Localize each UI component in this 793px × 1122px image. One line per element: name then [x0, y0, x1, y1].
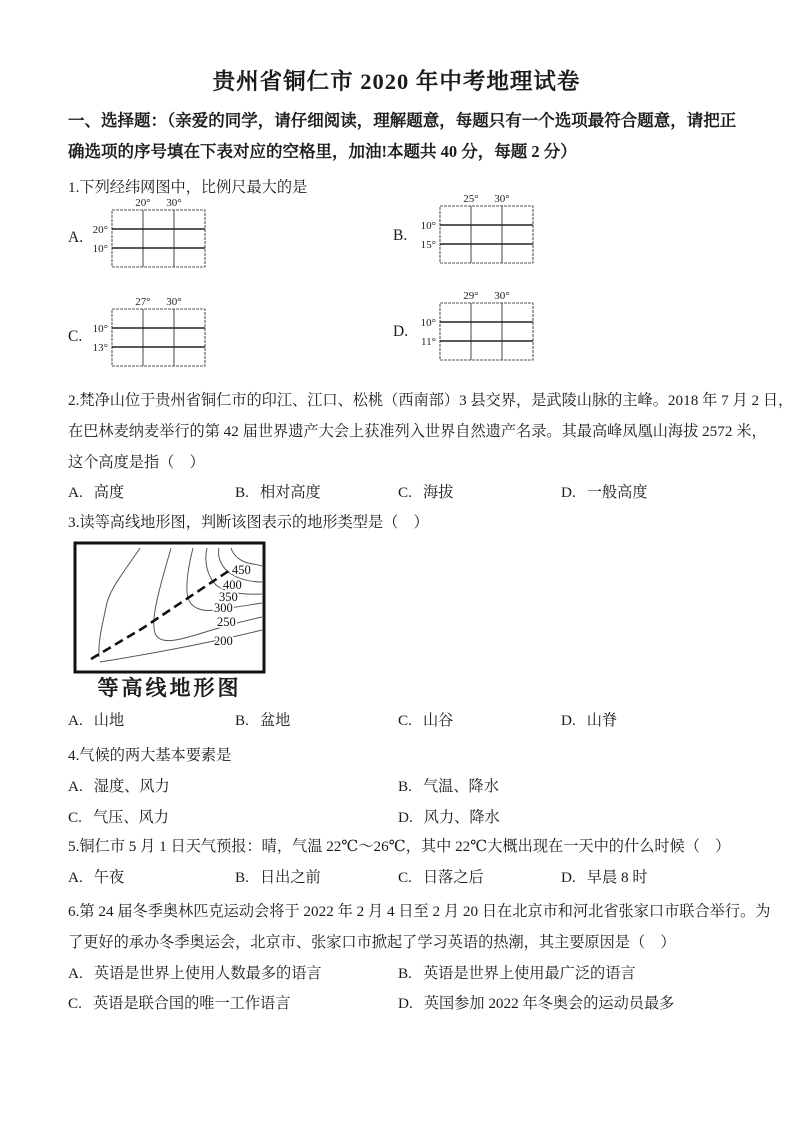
grid-option-letter: A.	[68, 229, 84, 246]
contour-elevation-label: 400	[223, 578, 242, 592]
grid-latitude-label: 20°	[92, 224, 108, 236]
grid-latitude-label: 10°	[92, 323, 108, 335]
option-q4-b	[398, 775, 499, 796]
option-text: 海拔	[422, 484, 454, 501]
question-3-text: 3.读等高线地形图，判断该图表示的地形类型是（ ）	[68, 514, 429, 531]
grid-option-letter: B.	[393, 227, 408, 244]
option-text: 风力、降水	[423, 809, 500, 826]
grid-longitude-label: 30°	[166, 197, 182, 209]
grid-longitude-label: 20°	[135, 197, 151, 209]
contour-elevation-label: 300	[214, 601, 233, 615]
question-6-line-1: 6.第 24 届冬季奥林匹克运动会将于 2022 年 2 月 4 日至 2 月 20 日在北京市和河北省张家口市联合举行。为	[68, 903, 771, 920]
option-text: 气压、风力	[92, 809, 169, 826]
option-letter: C.	[68, 809, 82, 826]
option-text: 气温、降水	[422, 778, 499, 795]
option-q5-d	[561, 866, 648, 887]
option-letter: C.	[398, 869, 412, 886]
option-text: 日出之前	[259, 869, 321, 886]
option-text: 相对高度	[259, 484, 321, 501]
option-letter: D.	[561, 484, 576, 501]
grid-longitude-label: 27°	[135, 296, 151, 308]
question-2-line-2: 在巴林麦纳麦举行的第 42 届世界遗产大会上获准列入世界自然遗产名录。其最高峰凤凰山海拔 2572 米，	[68, 423, 767, 440]
option-letter: D.	[561, 712, 576, 729]
option-letter: C.	[68, 995, 82, 1012]
option-text: 英语是世界上使用最广泛的语言	[422, 965, 636, 982]
option-q3-d	[561, 709, 617, 730]
section-intro-line-2: 确选项的序号填在下表对应的空格里，加油!本题共 40 分，每题 2 分）	[68, 142, 577, 161]
contour-elevation-label: 250	[217, 615, 236, 629]
option-letter: B.	[235, 484, 249, 501]
option-q6-c	[68, 992, 290, 1013]
option-letter: B.	[235, 712, 249, 729]
option-text: 山地	[93, 712, 125, 729]
option-q6-b	[398, 962, 636, 983]
latlon-grid	[74, 196, 234, 276]
question-5-text: 5.铜仁市 5 月 1 日天气预报：晴，气温 22℃～26℃，其中 22℃大概出现在一天中的什么时候（ ）	[68, 838, 731, 855]
grid-latitude-label: 11°	[421, 336, 436, 348]
option-q5-c	[398, 866, 484, 887]
option-letter: A.	[68, 965, 83, 982]
option-letter: B.	[235, 869, 249, 886]
latlon-grid	[74, 295, 234, 375]
option-letter: B.	[398, 778, 412, 795]
option-letter: C.	[398, 712, 412, 729]
contour-elevation-label: 450	[232, 563, 251, 577]
grid-latitude-label: 13°	[92, 342, 108, 354]
option-text: 英国参加 2022 年冬奥会的运动员最多	[423, 995, 675, 1012]
option-letter: D.	[398, 809, 413, 826]
option-text: 山谷	[422, 712, 454, 729]
contour-elevation-label: 350	[219, 590, 238, 604]
option-text: 一般高度	[586, 484, 648, 501]
option-letter: A.	[68, 484, 83, 501]
option-letter: A.	[68, 712, 83, 729]
option-text: 湿度、风力	[93, 778, 170, 795]
option-letter: C.	[398, 484, 412, 501]
grid-latitude-label: 10°	[92, 243, 108, 255]
option-q2-c	[398, 481, 453, 502]
option-text: 午夜	[93, 869, 125, 886]
contour-figure-caption: 等高线地形图	[97, 676, 242, 700]
grid-option-letter: C.	[68, 328, 83, 345]
option-text: 日落之后	[422, 869, 484, 886]
section-intro-line-1: 一、选择题：（亲爱的同学，请仔细阅读，理解题意，每题只有一个选项最符合题意，请把正	[68, 111, 737, 130]
question-1-text: 1.下列经纬网图中，比例尺最大的是	[68, 179, 308, 196]
option-text: 英语是世界上使用人数最多的语言	[93, 965, 322, 982]
option-q3-c	[398, 709, 453, 730]
latlon-grid	[402, 192, 562, 272]
question-2-line-3: 这个高度是指（ ）	[68, 454, 205, 471]
question-4-text: 4.气候的两大基本要素是	[68, 747, 232, 764]
grid-longitude-label: 30°	[494, 193, 510, 205]
option-text: 高度	[93, 484, 125, 501]
grid-latitude-label: 15°	[420, 239, 436, 251]
option-letter: A.	[68, 869, 83, 886]
option-text: 盆地	[259, 712, 291, 729]
option-letter: A.	[68, 778, 83, 795]
option-q6-d	[398, 992, 674, 1013]
option-q2-a	[68, 481, 124, 502]
page-title: 贵州省铜仁市 2020 年中考地理试卷	[212, 69, 581, 94]
option-q5-a	[68, 866, 124, 887]
grid-longitude-label: 30°	[166, 296, 182, 308]
option-q2-d	[561, 481, 648, 502]
grid-latitude-label: 10°	[420, 220, 436, 232]
grid-option-letter: D.	[393, 323, 409, 340]
option-q4-d	[398, 806, 500, 827]
option-letter: B.	[398, 965, 412, 982]
option-q2-b	[235, 481, 321, 502]
grid-longitude-label: 29°	[463, 290, 479, 302]
grid-latitude-label: 10°	[420, 317, 436, 329]
option-letter: D.	[398, 995, 413, 1012]
option-q3-a	[68, 709, 124, 730]
grid-longitude-label: 25°	[463, 193, 479, 205]
latlon-grid	[402, 289, 562, 369]
grid-longitude-label: 30°	[494, 290, 510, 302]
option-q6-a	[68, 962, 322, 983]
option-q5-b	[235, 866, 321, 887]
option-text: 英语是联合国的唯一工作语言	[92, 995, 291, 1012]
contour-elevation-label: 200	[214, 634, 233, 648]
option-q4-a	[68, 775, 170, 796]
option-q3-b	[235, 709, 290, 730]
question-6-line-2: 了更好的承办冬季奥运会，北京市、张家口市掀起了学习英语的热潮，其主要原因是（ ）	[68, 934, 676, 951]
option-q4-c	[68, 806, 169, 827]
option-letter: D.	[561, 869, 576, 886]
contour-map-figure	[73, 541, 266, 674]
option-text: 山脊	[586, 712, 618, 729]
question-2-line-1: 2.梵净山位于贵州省铜仁市的印江、江口、松桃（西南部）3 县交界，是武陵山脉的主峰。2018 年 7 月 2 日，	[68, 392, 793, 409]
option-text: 早晨 8 时	[586, 869, 648, 886]
